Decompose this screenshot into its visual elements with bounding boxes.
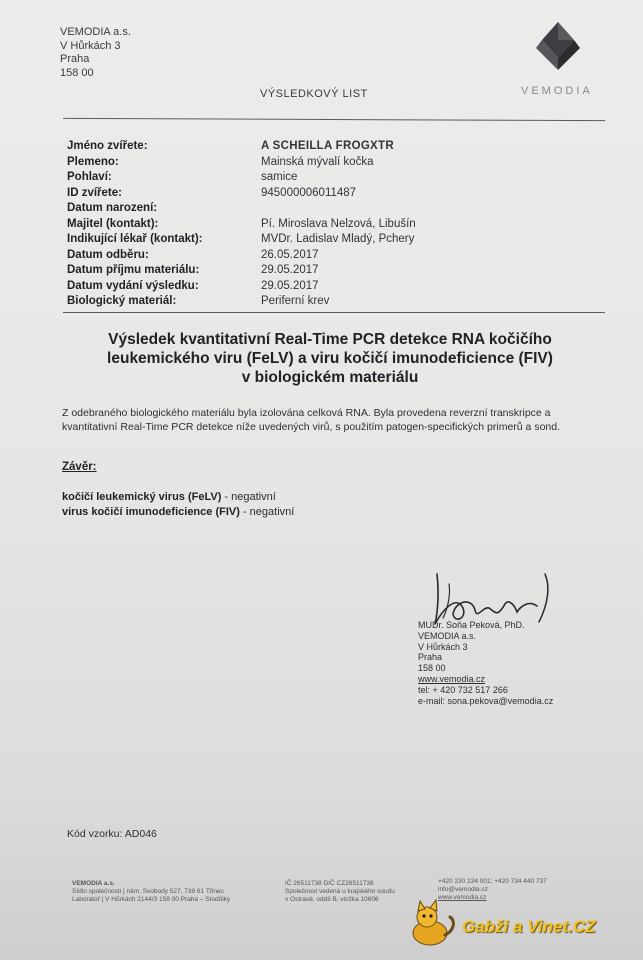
vemodia-logo-icon [528, 20, 588, 72]
signatory-company: VEMODIA a.s. [418, 630, 477, 641]
field-label: Indikující lékař (kontakt): [67, 233, 203, 245]
field-label: Datum narození: [67, 202, 158, 214]
field-row-birth-date [67, 201, 416, 217]
heading-line-2: leukemického viru (FeLV) a viru kočičí imunodeficience (FIV) [107, 350, 553, 367]
field-row-animal-name [67, 139, 416, 155]
footer-court: Společnost vedená u krajského soudu [285, 888, 395, 895]
result-heading [70, 330, 590, 387]
fields-divider [63, 312, 605, 313]
sample-code: Kód vzorku: AD046 [67, 828, 157, 840]
sender-company: VEMODIA a.s. [60, 26, 131, 38]
field-value: 29.05.2017 [261, 264, 319, 276]
signatory-name: MUDr. Soňa Peková, PhD. [418, 620, 525, 630]
header-divider [63, 118, 605, 121]
field-row-owner [67, 217, 416, 233]
field-label: Biologický materiál: [67, 295, 177, 307]
sender-street: V Hůrkách 3 [60, 39, 121, 52]
heading-line-3: v biologickém materiálu [241, 369, 419, 386]
field-label: Pohlaví: [67, 171, 112, 183]
signatory-phone: tel: + 420 732 517 266 [418, 684, 508, 695]
footer-col-company [72, 880, 230, 904]
footer-phones: +420 230 234 001; +420 734 440 737 [438, 878, 547, 885]
field-row-breed [67, 155, 416, 171]
signatory-web-link[interactable]: www.vemodia.cz [418, 673, 486, 684]
field-row-material [67, 294, 416, 310]
sender-city: Praha [60, 53, 90, 65]
field-row-animal-id [67, 186, 416, 202]
logo-text: VEMODIA [521, 85, 593, 97]
field-row-collection-date [67, 248, 416, 264]
cat-mascot-icon [400, 898, 460, 950]
sender-address [60, 26, 131, 80]
signatory-block [418, 620, 553, 706]
field-label: ID zvířete: [67, 186, 122, 199]
footer-col-registration [285, 880, 395, 904]
method-paragraph: Z odebraného biologického materiálu byla izolována celková RNA. Byla provedena reverzní transkripce a kvantitativní Real-Time PCR detekce níže uvedených virů, s použitím patogen-specifických primerů a sond. [62, 407, 561, 433]
result-name: kočičí leukemický virus (FeLV) [62, 491, 222, 503]
result-felv [62, 490, 276, 504]
signatory-city: Praha [418, 652, 443, 663]
result-value: - negativní [239, 506, 295, 518]
signatory-street: V Hůrkách 3 [418, 641, 468, 652]
footer-ids: IČ 26511738 DIČ CZ26511738 [285, 880, 374, 887]
field-label: Datum odběru: [67, 248, 149, 261]
field-row-vet [67, 232, 416, 248]
field-label: Majitel (kontakt): [67, 217, 159, 230]
footer-seat: Sídlo společnosti | nám. Svobody 527, 739 61 Třinec [72, 888, 224, 895]
footer-court-section: v Ostravě, oddíl B, vložka 10606 [285, 896, 379, 903]
field-label: Jméno zvířete: [67, 140, 148, 152]
field-label: Plemeno: [67, 155, 119, 168]
field-label: Datum vydání výsledku: [67, 279, 199, 292]
heading-line-1: Výsledek kvantitativní Real-Time PCR detekce RNA kočičího [108, 331, 552, 348]
field-value: Mainská mývalí kočka [261, 155, 374, 168]
result-value: - negativní [221, 491, 276, 503]
field-row-sex [67, 170, 416, 186]
field-value: Pí. Miroslava Nelzová, Libušín [261, 217, 416, 230]
field-row-result-date [67, 279, 416, 295]
field-value: MVDr. Ladislav Mladý, Pchery [261, 233, 415, 245]
document-title: VÝSLEDKOVÝ LIST [260, 88, 368, 100]
field-value: 26.05.2017 [261, 248, 319, 261]
field-row-receipt-date [67, 263, 416, 279]
field-value: 29.05.2017 [261, 279, 319, 292]
field-value: 945000006011487 [261, 186, 357, 199]
result-fiv [62, 505, 294, 519]
signatory-email: e-mail: sona.pekova@vemodia.cz [418, 695, 554, 706]
signatory-postcode: 158 00 [418, 663, 446, 674]
conclusion-label: Závěr: [62, 461, 97, 473]
footer-lab: Laboratoř | V Hůrkách 2144/3 158 00 Praha – Stodůlky [72, 896, 231, 903]
patient-info-table [67, 139, 416, 310]
footer-company: VEMODIA a.s. [72, 880, 115, 887]
field-value: samice [261, 171, 298, 183]
field-value: A SCHEILLA FROGXTR [261, 140, 394, 152]
field-label: Datum příjmu materiálu: [67, 264, 200, 276]
footer-web-link[interactable]: www.vemodia.cz [438, 894, 487, 901]
footer-email: info@vemodia.cz [438, 886, 488, 893]
result-name: virus kočičí imunodeficience (FIV) [62, 506, 240, 518]
sender-postcode: 158 00 [60, 66, 94, 79]
watermark-text: Gabži a Vinet.CZ [462, 917, 596, 936]
field-value: Periferní krev [261, 295, 330, 307]
